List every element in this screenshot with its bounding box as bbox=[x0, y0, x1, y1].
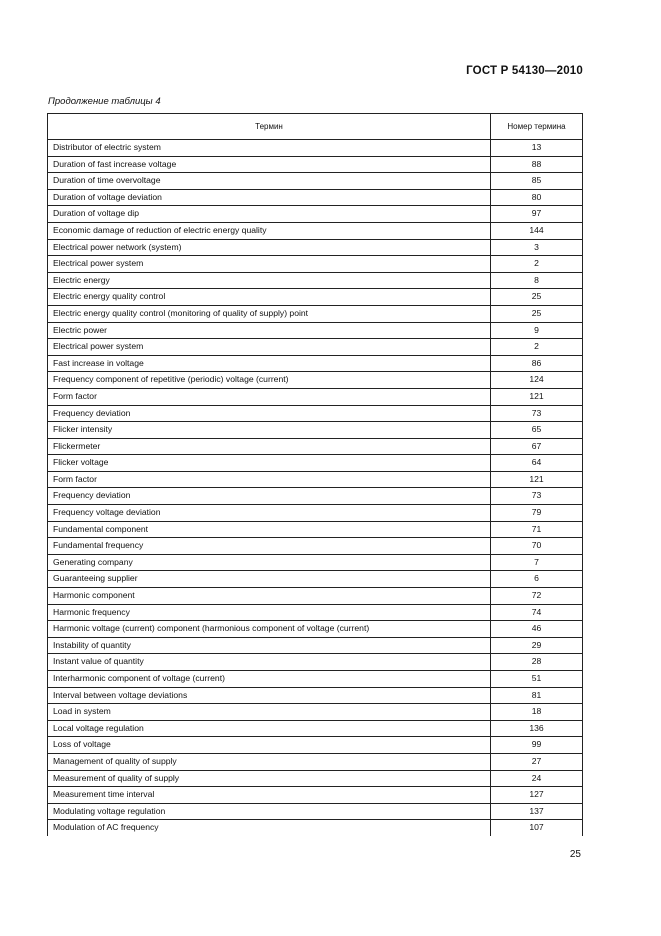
table-row bbox=[48, 222, 583, 239]
table-row bbox=[48, 505, 583, 522]
table-row bbox=[48, 289, 583, 306]
term-number-cell: 74 bbox=[490, 604, 582, 621]
term-cell: Fast increase in voltage bbox=[48, 355, 491, 372]
table-row bbox=[48, 621, 583, 638]
term-number-cell: 3 bbox=[490, 239, 582, 256]
term-cell: Load in system bbox=[48, 704, 491, 721]
table-row bbox=[48, 521, 583, 538]
table-row bbox=[48, 770, 583, 787]
term-cell: Electric power bbox=[48, 322, 491, 339]
page-number: 25 bbox=[569, 849, 581, 860]
term-number-cell: 121 bbox=[490, 471, 582, 488]
term-number-cell: 80 bbox=[490, 189, 582, 206]
term-number-cell: 144 bbox=[490, 222, 582, 239]
term-cell: Electrical power system bbox=[48, 256, 491, 273]
term-number-cell: 2 bbox=[490, 256, 582, 273]
term-number-cell: 8 bbox=[490, 272, 582, 289]
table-row bbox=[48, 820, 583, 836]
term-number-cell: 2 bbox=[490, 339, 582, 356]
term-cell: Fundamental frequency bbox=[48, 538, 491, 555]
term-cell: Instant value of quantity bbox=[48, 654, 491, 671]
table-row bbox=[48, 372, 583, 389]
term-cell: Loss of voltage bbox=[48, 737, 491, 754]
table-row bbox=[48, 753, 583, 770]
term-cell: Frequency deviation bbox=[48, 405, 491, 422]
term-number-cell: 51 bbox=[490, 671, 582, 688]
term-cell: Distributor of electric system bbox=[48, 140, 491, 157]
term-cell: Measurement of quality of supply bbox=[48, 770, 491, 787]
table-row bbox=[48, 140, 583, 157]
terms-table bbox=[47, 113, 583, 836]
term-number-cell: 29 bbox=[490, 637, 582, 654]
table-row bbox=[48, 588, 583, 605]
term-number-cell: 136 bbox=[490, 720, 582, 737]
table-row bbox=[48, 803, 583, 820]
table-row bbox=[48, 305, 583, 322]
table-row bbox=[48, 405, 583, 422]
table-row bbox=[48, 239, 583, 256]
table-row bbox=[48, 671, 583, 688]
term-number-cell: 85 bbox=[490, 173, 582, 190]
table-row bbox=[48, 256, 583, 273]
term-number-cell: 25 bbox=[490, 305, 582, 322]
term-number-cell: 9 bbox=[490, 322, 582, 339]
term-number-cell: 127 bbox=[490, 787, 582, 804]
table-row bbox=[48, 737, 583, 754]
table-row bbox=[48, 720, 583, 737]
term-cell: Harmonic frequency bbox=[48, 604, 491, 621]
table-caption: Продолжение таблицы 4 bbox=[48, 96, 161, 107]
table-row bbox=[48, 355, 583, 372]
table-row bbox=[48, 488, 583, 505]
term-number-cell: 81 bbox=[490, 687, 582, 704]
table-row bbox=[48, 322, 583, 339]
term-number-cell: 46 bbox=[490, 621, 582, 638]
term-cell: Form factor bbox=[48, 388, 491, 405]
term-number-cell: 79 bbox=[490, 505, 582, 522]
table-row bbox=[48, 388, 583, 405]
term-cell: Local voltage regulation bbox=[48, 720, 491, 737]
term-cell: Electrical power system bbox=[48, 339, 491, 356]
table-row bbox=[48, 571, 583, 588]
document-code: ГОСТ Р 54130—2010 bbox=[466, 65, 583, 77]
term-number-cell: 88 bbox=[490, 156, 582, 173]
term-cell: Guaranteeing supplier bbox=[48, 571, 491, 588]
term-number-cell: 121 bbox=[490, 388, 582, 405]
term-cell: Electric energy quality control bbox=[48, 289, 491, 306]
table-row bbox=[48, 173, 583, 190]
term-number-cell: 24 bbox=[490, 770, 582, 787]
table-row bbox=[48, 554, 583, 571]
term-cell: Interharmonic component of voltage (current) bbox=[48, 671, 491, 688]
table-row bbox=[48, 687, 583, 704]
table-row bbox=[48, 455, 583, 472]
term-cell: Instability of quantity bbox=[48, 637, 491, 654]
term-cell: Frequency component of repetitive (periodic) voltage (current) bbox=[48, 372, 491, 389]
table-row bbox=[48, 206, 583, 223]
table-row bbox=[48, 189, 583, 206]
term-cell: Flicker voltage bbox=[48, 455, 491, 472]
term-number-cell: 64 bbox=[490, 455, 582, 472]
term-cell: Fundamental component bbox=[48, 521, 491, 538]
term-cell: Electrical power network (system) bbox=[48, 239, 491, 256]
term-cell: Electric energy quality control (monitoring of quality of supply) point bbox=[48, 305, 491, 322]
term-cell: Harmonic voltage (current) component (harmonious component of voltage (current) bbox=[48, 621, 491, 638]
term-cell: Frequency deviation bbox=[48, 488, 491, 505]
term-cell: Modulating voltage regulation bbox=[48, 803, 491, 820]
table-row bbox=[48, 272, 583, 289]
table-row bbox=[48, 787, 583, 804]
term-number-cell: 67 bbox=[490, 438, 582, 455]
table-row bbox=[48, 538, 583, 555]
term-number-cell: 107 bbox=[490, 820, 582, 836]
term-cell: Harmonic component bbox=[48, 588, 491, 605]
term-number-cell: 86 bbox=[490, 355, 582, 372]
table-row bbox=[48, 422, 583, 439]
term-cell: Management of quality of supply bbox=[48, 753, 491, 770]
table-row bbox=[48, 438, 583, 455]
term-cell: Duration of fast increase voltage bbox=[48, 156, 491, 173]
term-cell: Modulation of AC frequency bbox=[48, 820, 491, 836]
term-number-cell: 73 bbox=[490, 488, 582, 505]
term-number-cell: 7 bbox=[490, 554, 582, 571]
table-row bbox=[48, 704, 583, 721]
term-number-cell: 28 bbox=[490, 654, 582, 671]
term-number-cell: 27 bbox=[490, 753, 582, 770]
term-number-cell: 72 bbox=[490, 588, 582, 605]
term-cell: Electric energy bbox=[48, 272, 491, 289]
table-body bbox=[48, 140, 583, 836]
term-number-cell: 6 bbox=[490, 571, 582, 588]
term-cell: Interval between voltage deviations bbox=[48, 687, 491, 704]
term-number-cell: 18 bbox=[490, 704, 582, 721]
table-row bbox=[48, 339, 583, 356]
column-header-term: Термин bbox=[48, 114, 491, 140]
term-number-cell: 25 bbox=[490, 289, 582, 306]
term-cell: Flickermeter bbox=[48, 438, 491, 455]
term-number-cell: 73 bbox=[490, 405, 582, 422]
term-cell: Duration of time overvoltage bbox=[48, 173, 491, 190]
term-number-cell: 71 bbox=[490, 521, 582, 538]
term-cell: Form factor bbox=[48, 471, 491, 488]
term-cell: Economic damage of reduction of electric energy quality bbox=[48, 222, 491, 239]
column-header-number: Номер термина bbox=[490, 114, 582, 140]
term-cell: Duration of voltage dip bbox=[48, 206, 491, 223]
table-header-row bbox=[48, 114, 583, 140]
term-number-cell: 70 bbox=[490, 538, 582, 555]
term-number-cell: 137 bbox=[490, 803, 582, 820]
term-cell: Duration of voltage deviation bbox=[48, 189, 491, 206]
table-row bbox=[48, 471, 583, 488]
term-cell: Frequency voltage deviation bbox=[48, 505, 491, 522]
table-row bbox=[48, 637, 583, 654]
term-cell: Flicker intensity bbox=[48, 422, 491, 439]
term-number-cell: 97 bbox=[490, 206, 582, 223]
term-number-cell: 99 bbox=[490, 737, 582, 754]
table-row bbox=[48, 654, 583, 671]
term-number-cell: 13 bbox=[490, 140, 582, 157]
term-number-cell: 65 bbox=[490, 422, 582, 439]
term-number-cell: 124 bbox=[490, 372, 582, 389]
table-row bbox=[48, 604, 583, 621]
term-cell: Generating company bbox=[48, 554, 491, 571]
table-row bbox=[48, 156, 583, 173]
term-cell: Measurement time interval bbox=[48, 787, 491, 804]
